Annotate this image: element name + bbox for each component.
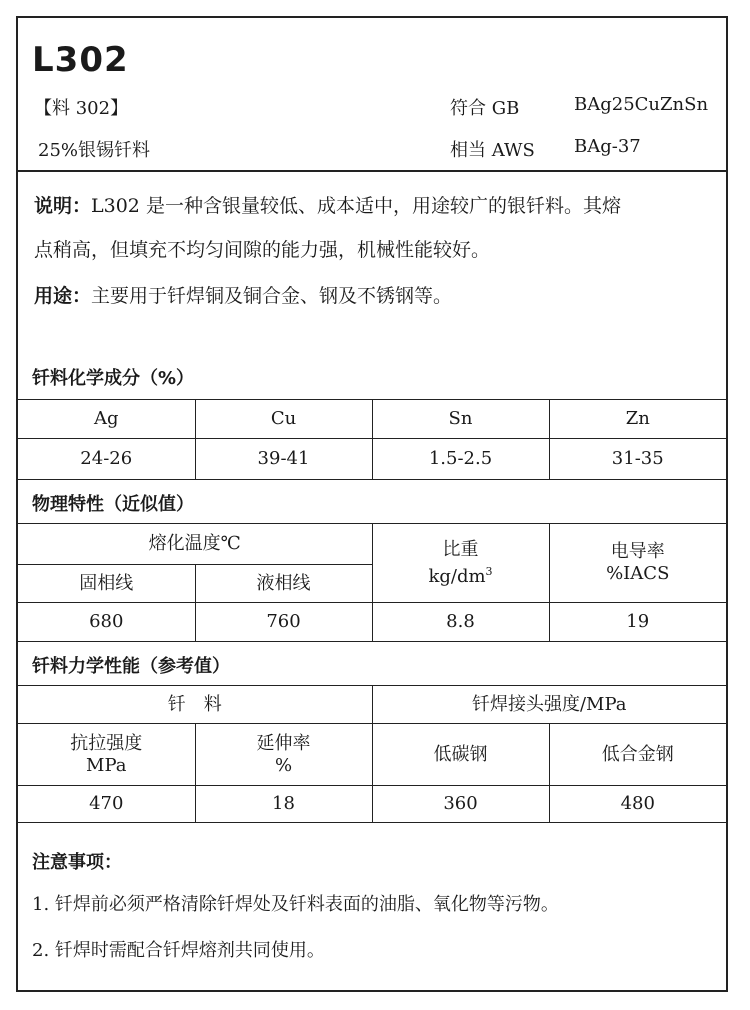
composition-value-zn: 31-35	[549, 439, 726, 480]
product-alias: 【料 302】	[34, 98, 129, 119]
description-line-1	[34, 194, 621, 218]
datasheet	[16, 16, 728, 992]
header-divider	[18, 170, 726, 172]
tensile-value: 470	[18, 786, 195, 823]
product-code: L302	[32, 40, 129, 80]
composition-table	[18, 399, 726, 480]
low-carbon-steel-header: 低碳钢	[372, 724, 549, 786]
physical-title: 物理特性（近似值）	[32, 494, 194, 515]
physical-value-row	[18, 603, 726, 642]
density-unit-base: kg/dm	[428, 565, 486, 587]
composition-value-cu: 39-41	[195, 439, 372, 480]
conductivity-unit: %IACS	[606, 563, 670, 584]
usage-line	[34, 284, 452, 308]
liquidus-header: 液相线	[195, 565, 372, 603]
gb-label: 符合 GB	[450, 98, 520, 119]
notes-title: 注意事项：	[32, 852, 122, 873]
tensile-label: 抗拉强度	[70, 732, 143, 754]
description-text-1: L302 是一种含银量较低、成本适中，用途较广的银钎料。其熔	[91, 195, 621, 217]
composition-header-zn: Zn	[549, 400, 726, 439]
description-label: 说明：	[34, 195, 92, 217]
solidus-header: 固相线	[18, 565, 195, 603]
density-unit-superscript: 3	[485, 564, 493, 578]
density-header	[372, 524, 549, 603]
usage-label: 用途：	[34, 285, 92, 307]
filler-header: 钎 料	[18, 686, 372, 724]
gb-value: BAg25CuZnSn	[574, 94, 709, 115]
composition-header-cu: Cu	[195, 400, 372, 439]
low-alloy-steel-header: 低合金钢	[549, 724, 726, 786]
mechanical-header-row-1	[18, 686, 726, 724]
physical-table	[18, 523, 726, 642]
mechanical-table	[18, 685, 726, 823]
aws-value: BAg-37	[574, 136, 641, 157]
liquidus-value: 760	[195, 603, 372, 642]
composition-header-sn: Sn	[372, 400, 549, 439]
conductivity-header	[549, 524, 726, 603]
note-item-2: 2. 钎焊时需配合钎焊熔剂共同使用。	[32, 940, 325, 961]
composition-title: 钎料化学成分（%）	[32, 368, 195, 389]
elongation-unit: %	[274, 754, 293, 776]
usage-text: 主要用于钎焊铜及铜合金、钢及不锈钢等。	[91, 285, 453, 307]
mechanical-header-row-2	[18, 724, 726, 786]
density-label: 比重	[442, 538, 479, 560]
description-line-2: 点稍高，但填充不均匀间隙的能力强，机械性能较好。	[34, 239, 491, 261]
mechanical-value-row	[18, 786, 726, 823]
tensile-header	[18, 724, 195, 786]
note-item-1: 1. 钎焊前必须严格清除钎焊处及钎料表面的油脂、氧化物等污物。	[32, 894, 559, 915]
joint-strength-header: 钎焊接头强度/MPa	[372, 686, 726, 724]
elongation-header	[195, 724, 372, 786]
composition-value-sn: 1.5-2.5	[372, 439, 549, 480]
physical-header-row-1	[18, 524, 726, 565]
mechanical-title: 钎料力学性能（参考值）	[32, 656, 230, 677]
density-unit	[373, 561, 549, 588]
solidus-value: 680	[18, 603, 195, 642]
elongation-label: 延伸率	[256, 732, 311, 754]
composition-value-row	[18, 439, 726, 480]
composition-value-ag: 24-26	[18, 439, 195, 480]
conductivity-label: 电导率	[610, 541, 665, 562]
composition-header-ag: Ag	[18, 400, 195, 439]
melting-header: 熔化温度℃	[18, 524, 372, 565]
density-value: 8.8	[372, 603, 549, 642]
aws-label: 相当 AWS	[450, 140, 535, 161]
tensile-unit: MPa	[86, 754, 127, 776]
composition-header-row	[18, 400, 726, 439]
product-description: 25%银锡钎料	[38, 140, 151, 161]
low-carbon-steel-value: 360	[372, 786, 549, 823]
conductivity-value: 19	[549, 603, 726, 642]
low-alloy-steel-value: 480	[549, 786, 726, 823]
elongation-value: 18	[195, 786, 372, 823]
